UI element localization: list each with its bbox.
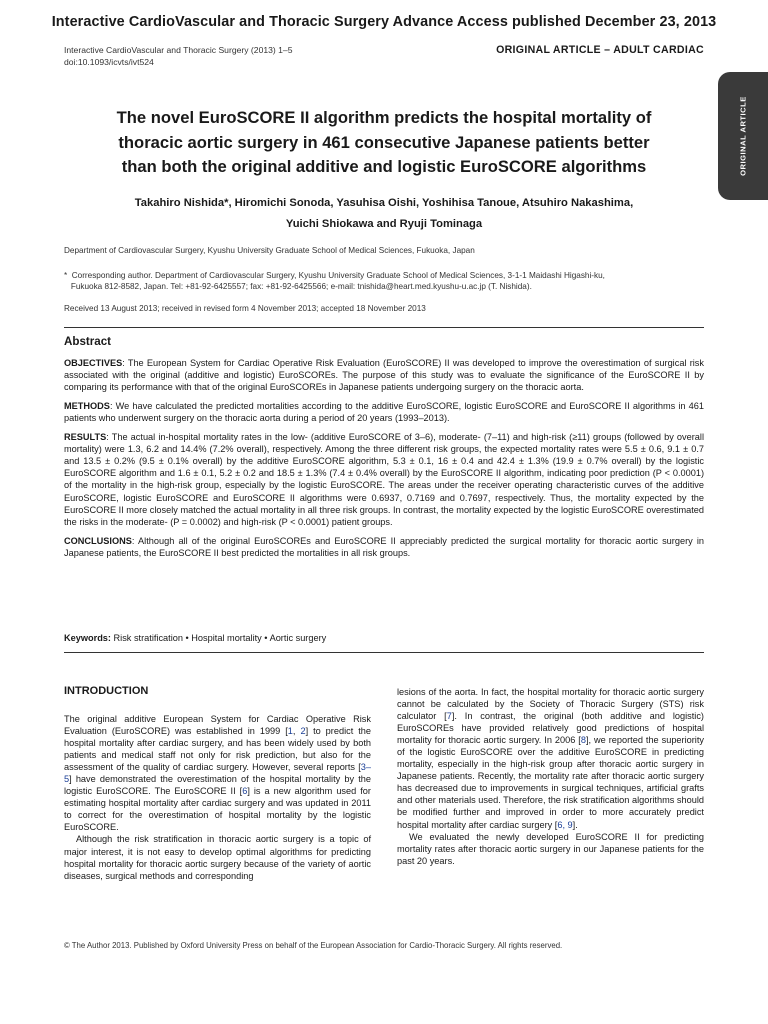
abstract-methods: [64, 400, 704, 424]
intro-paragraph: Although the risk stratification in thoracic aortic surgery is a topic of major interest, it is not easy to develop optimal algorithms for predicting hospital mortality for thoracic aortic surgery because of the variety of aortic diseases, surgical methods and corresponding: [64, 834, 371, 881]
keywords-label: Keywords:: [64, 633, 111, 643]
author-list: [64, 193, 704, 235]
abstract-conclusions: [64, 535, 704, 559]
intro-text: ] is a new algorithm used for estimating hospital mortality after cardiac surgery and was updated in 2011 to correct for the overestimation of hospital mortality by the logistic EuroSCORE.: [64, 786, 371, 833]
intro-text: ] have demonstrated the overestimation of the hospital mortality by the logistic EuroSCORE. The EuroSCORE II [: [64, 774, 371, 797]
intro-paragraph: [397, 686, 704, 831]
conclusions-label: CONCLUSIONS: [64, 535, 132, 546]
intro-text: ,: [292, 726, 301, 737]
intro-text: ]. In contrast, the original (both additive and logistic) EuroSCOREs have provided relatively good predictions of hospital mortality for thoracic aortic surgery. In 2006 [: [397, 711, 704, 746]
introduction-heading: INTRODUCTION: [64, 685, 149, 697]
intro-text: ].: [572, 819, 578, 830]
abstract-bottom-rule: [64, 652, 704, 653]
intro-text: lesions of the aorta. In fact, the hospital mortality for thoracic aortic surgery cannot be calculated by the Society of Thoracic Surgery (STS) risk calculator [: [397, 687, 704, 722]
objectives-label: OBJECTIVES: [64, 358, 123, 368]
affiliation: Department of Cardiovascular Surgery, Kyushu University Graduate School of Medical Sciences, Fukuoka, Japan: [64, 246, 475, 255]
advance-access-banner: Interactive CardioVascular and Thoracic Surgery Advance Access published December 23, 2013: [51, 14, 717, 30]
abstract-body: [64, 357, 704, 566]
keywords: [64, 632, 704, 644]
results-text: : The actual in-hospital mortality rates in the low- (additive EuroSCORE of 3–6), moderate- (7–11) and high-risk (≥11) groups (followed by overall mortality) were 1.3, 6.2 and 14.4% (7.2% overall), respectively. Among the three different risk groups, the expected mortality rates were 5.5 ± 0.6, 9.1 ± 0.7 and 13.5 ± 0.2% (9.5 ± 0.1% overall) by the additive EuroSCORE algorithm, 5.3 ± 0.1, 16 ± 0.4 and 42.4 ± 1.3% (19.9 ± 0.7% overall) by the logistic EuroSCORE algorithm and 1.6 ± 0.1, 5.2 ± 0.2 and 18.5 ± 1.3% (7.4 ± 0.4% overall) by the EuroSCORE II algorithm, indicating poor prediction (P < 0.0001) of the mortality in the high-risk group, especially by the logistic EuroSCORE. The areas under the receiver operating characteristic curves of the additive EuroSCORE, logistic EuroSCORE and EuroSCORE II algorithms were 0.6937, 0.7169 and 0.7697, respectively. Thus, the mortality expected by the EuroSCORE II more closely matched the actual mortality in all three risk groups. In contrast, the mortality expected by the logistic EuroSCORE overestimated the risks in the moderate- (P = 0.0002) and high-risk (P < 0.0001) patient groups.: [64, 432, 704, 527]
intro-text: ] to predict the hospital mortality after cardiac surgery, and has been widely used by both patients and medical staff not only for risk prediction, but also for the assessment of the quality of cardiac surgery. However, several reports [: [64, 726, 371, 773]
results-label: RESULTS: [64, 432, 107, 443]
intro-paragraph: [64, 713, 371, 833]
objectives-text: : The European System for Cardiac Operative Risk Evaluation (EuroSCORE) II was developed to improve the overestimation of surgical risk associated with the original (additive and logistic) EuroSCOREs. The purpose of this study was to evaluate the significance of the EuroSCORE II by comparing its performance with that of the original EuroSCOREs in Japanese patients undergoing surgery on the thoracic aorta.: [64, 358, 704, 393]
author-line: Takahiro Nishida*, Hiromichi Sonoda, Yasuhisa Oishi, Yoshihisa Tanoue, Atsuhiro Nakashima,: [134, 197, 634, 209]
side-tab-label: ORIGINAL ARTICLE: [738, 96, 748, 176]
title-line: The novel EuroSCORE II algorithm predicts the hospital mortality of: [116, 108, 652, 127]
citation-link[interactable]: 1: [287, 726, 293, 737]
methods-label: METHODS: [64, 401, 110, 412]
intro-text: The original additive European System for Cardiac Operative Risk Evaluation (EuroSCORE) was established in 1999 [: [64, 714, 371, 737]
original-article-tab: [718, 72, 768, 200]
body-column-left: [64, 684, 371, 882]
copyright-footer: © The Author 2013. Published by Oxford University Press on behalf of the European Association for Cardio-Thoracic Surgery. All rights reserved.: [64, 941, 563, 950]
keywords-text: Risk stratification • Hospital mortality • Aortic surgery: [110, 633, 327, 643]
author-line: Yuichi Shiokawa and Ryuji Tominaga: [285, 218, 483, 230]
conclusions-text: : Although all of the original EuroSCOREs and EuroSCORE II appreciably predicted the surgical mortality for thoracic aortic surgery in Japanese patients, the EuroSCORE II best predicted the mortalities in all risk groups.: [64, 535, 704, 558]
intro-paragraph: We evaluated the newly developed EuroSCORE II for predicting mortality rates after thoracic aortic surgery in our Japanese patients for the past 20 years.: [397, 831, 704, 866]
abstract-heading: Abstract: [64, 335, 112, 348]
section-label: ORIGINAL ARTICLE – ADULT CARDIAC: [496, 44, 704, 56]
title-line: than both the original additive and logistic EuroSCORE algorithms: [121, 157, 647, 176]
abstract-results: [64, 431, 704, 528]
intro-text: ], we reported the superiority of the logistic EuroSCORE over the additive EuroSCORE in predicting mortality, especially in the high-risk group after thoracic aortic surgery in Japanese patients. Recently, the mortality rate after thoracic aortic surgery has decreased due to improvements in surgical techniques, artificial grafts and other materials used. Therefore, the risk stratification algorithms should be modified further and improved in order to more accurately predict hospital mortality after cardiac surgery [: [397, 735, 704, 830]
citation-link[interactable]: 7: [446, 711, 452, 722]
citation-link[interactable]: 8: [580, 735, 586, 746]
journal-citation: [64, 44, 293, 68]
corresponding-author-note: [64, 270, 605, 292]
methods-text: : We have calculated the predicted mortalities according to the additive EuroSCORE, logistic EuroSCORE and EuroSCORE II algorithms in 461 patients who underwent surgery on the thoracic aorta during a period of 20 years (1993–2013).: [64, 401, 704, 424]
body-column-right: [397, 686, 704, 867]
citation-link[interactable]: 2: [300, 726, 306, 737]
note-line: Fukuoka 812-8582, Japan. Tel: +81-92-6425557; fax: +81-92-6425566; e-mail: tnishida@heart.med.kyushu-u.ac.jp (T. Nishida).: [64, 282, 532, 291]
title-line: thoracic aortic surgery in 461 consecutive Japanese patients better: [118, 132, 650, 152]
doi-line: doi:10.1093/icvts/ivt524: [64, 57, 154, 67]
citation-link[interactable]: 6, 9: [557, 819, 573, 830]
citation-link[interactable]: 3–5: [64, 762, 371, 785]
citation-link[interactable]: 6: [242, 786, 248, 797]
citation-line: Interactive CardioVascular and Thoracic Surgery (2013) 1–5: [64, 45, 293, 55]
abstract-top-rule: [64, 327, 704, 328]
note-line: * Corresponding author. Department of Cardiovascular Surgery, Kyushu University Graduate School of Medical Sciences, 3-1-1 Maidashi Higashi-ku,: [64, 271, 605, 280]
received-dates: Received 13 August 2013; received in revised form 4 November 2013; accepted 18 November 2013: [64, 304, 426, 313]
article-title: [64, 106, 704, 180]
abstract-objectives: [64, 357, 704, 393]
